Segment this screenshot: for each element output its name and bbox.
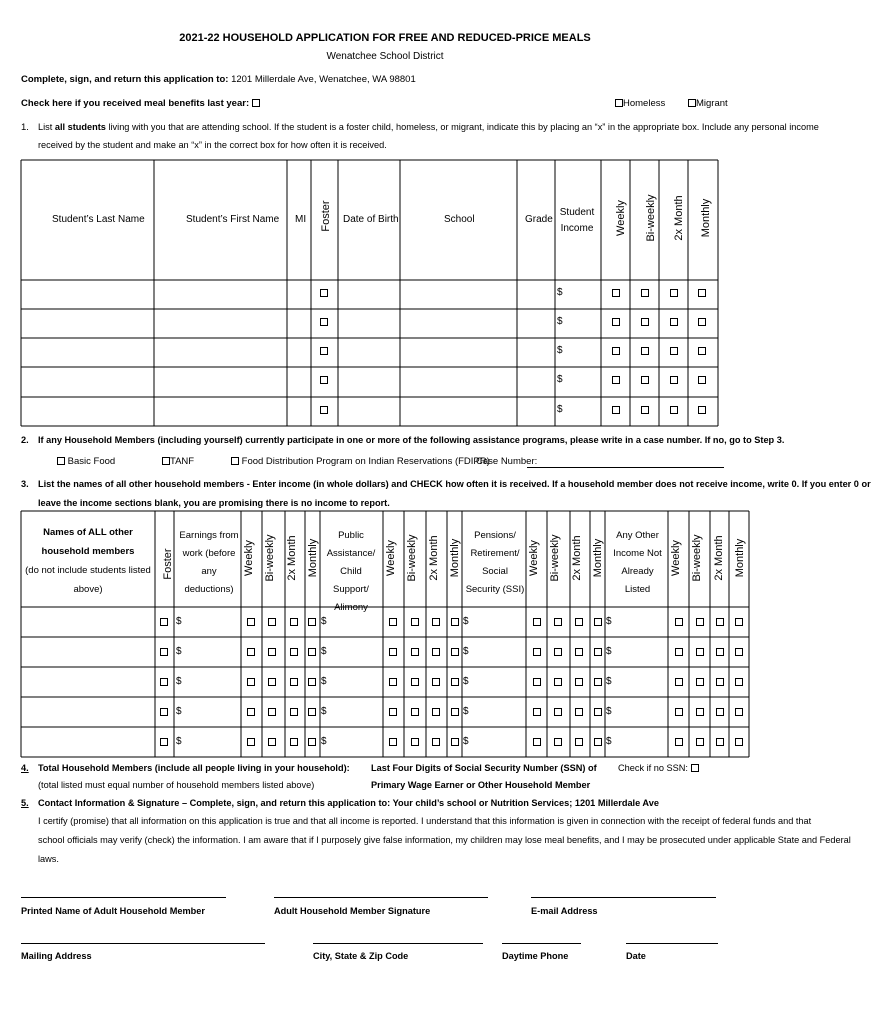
step5-num: 5.: [21, 798, 29, 808]
monthly-checkbox[interactable]: [594, 648, 602, 656]
biweekly-checkbox[interactable]: [696, 738, 704, 746]
income-currency: $: [606, 616, 612, 627]
twice-month-checkbox[interactable]: [716, 678, 724, 686]
monthly-checkbox[interactable]: [594, 738, 602, 746]
monthly-checkbox[interactable]: [308, 648, 316, 656]
income-currency: $: [557, 345, 563, 356]
weekly-checkbox[interactable]: [612, 289, 620, 297]
biweekly-checkbox[interactable]: [554, 648, 562, 656]
twice-month-checkbox[interactable]: [432, 618, 440, 626]
member-foster-checkbox[interactable]: [160, 618, 168, 626]
col-member-foster: Foster: [162, 548, 174, 580]
biweekly-checkbox[interactable]: [641, 406, 649, 414]
col-monthly: Monthly: [449, 538, 461, 578]
monthly-checkbox[interactable]: [594, 618, 602, 626]
twice-month-checkbox[interactable]: [575, 618, 583, 626]
twice-month-checkbox[interactable]: [290, 618, 298, 626]
biweekly-checkbox[interactable]: [641, 347, 649, 355]
date-label: Date: [626, 951, 646, 961]
weekly-checkbox[interactable]: [612, 376, 620, 384]
monthly-checkbox[interactable]: [308, 618, 316, 626]
income-currency: $: [606, 646, 612, 657]
daytime-phone-field[interactable]: [502, 943, 581, 944]
case-number-field[interactable]: [527, 467, 724, 468]
email-field[interactable]: [531, 897, 716, 898]
twice-month-checkbox[interactable]: [290, 648, 298, 656]
no-ssn-option[interactable]: Check if no SSN:: [618, 763, 699, 773]
email-label: E-mail Address: [531, 906, 598, 916]
fdipr-checkbox[interactable]: [231, 457, 239, 465]
case-number-label: Case Number:: [476, 456, 538, 467]
twice-month-checkbox[interactable]: [575, 678, 583, 686]
weekly-checkbox[interactable]: [533, 738, 541, 746]
twice-month-checkbox[interactable]: [716, 708, 724, 716]
col-public-assistance: Public Assistance/ Child Support/ Alimony: [326, 530, 376, 613]
twice-month-checkbox[interactable]: [575, 708, 583, 716]
city-state-zip-field[interactable]: [313, 943, 483, 944]
biweekly-checkbox[interactable]: [554, 618, 562, 626]
income-currency: $: [463, 706, 469, 717]
monthly-checkbox[interactable]: [698, 376, 706, 384]
weekly-checkbox[interactable]: [389, 738, 397, 746]
twice-month-checkbox[interactable]: [575, 738, 583, 746]
twice-month-checkbox[interactable]: [716, 648, 724, 656]
twice-month-checkbox[interactable]: [670, 347, 678, 355]
step3-instructions: List the names of all other household members - Enter income (in whole dollars) and CHECK how often it is received. If a household member does not receive income, write 0. If you enter 0 or: [38, 479, 871, 489]
signature-label: Adult Household Member Signature: [274, 906, 431, 916]
income-currency: $: [463, 676, 469, 687]
twice-month-checkbox[interactable]: [290, 738, 298, 746]
weekly-checkbox[interactable]: [533, 708, 541, 716]
monthly-checkbox[interactable]: [698, 289, 706, 297]
ssn-label: Last Four Digits of Social Security Number (SSN) of: [371, 763, 597, 773]
monthly-checkbox[interactable]: [308, 738, 316, 746]
col-student-last-name: Student’s Last Name: [52, 214, 145, 225]
monthly-checkbox[interactable]: [735, 618, 743, 626]
col-date-of-birth: Date of Birth: [343, 214, 399, 225]
col-biweekly: Bi-weekly: [691, 534, 703, 582]
monthly-checkbox[interactable]: [735, 738, 743, 746]
printed-name-field[interactable]: [21, 897, 226, 898]
biweekly-checkbox[interactable]: [268, 678, 276, 686]
weekly-checkbox[interactable]: [675, 678, 683, 686]
monthly-checkbox[interactable]: [594, 708, 602, 716]
step5-heading: Contact Information & Signature – Complete, sign, and return this application to: Your child’s school or Nutrition Services; 1201 Millerdale Ave: [38, 798, 659, 808]
col-weekly: Weekly: [385, 540, 397, 576]
step3-instructions-2: leave the income sections blank, you are promising there is no income to report.: [38, 498, 390, 508]
biweekly-checkbox[interactable]: [268, 618, 276, 626]
foster-checkbox[interactable]: [320, 318, 328, 326]
mailing-address-field[interactable]: [21, 943, 265, 944]
col-grade: Grade: [525, 214, 553, 225]
col-weekly: Weekly: [670, 540, 682, 576]
twice-month-checkbox[interactable]: [670, 318, 678, 326]
weekly-checkbox[interactable]: [533, 618, 541, 626]
col-twice-month: 2x Month: [286, 535, 298, 581]
income-currency: $: [557, 287, 563, 298]
monthly-checkbox[interactable]: [451, 708, 459, 716]
col-biweekly: Bi-weekly: [645, 194, 657, 242]
weekly-checkbox[interactable]: [247, 738, 255, 746]
col-monthly: Monthly: [592, 538, 604, 578]
col-weekly: Weekly: [528, 540, 540, 576]
col-school: School: [444, 214, 475, 225]
certify-text-2: school officials may verify (check) the information. I am aware that if I purposely give false information, my children may lose meal benefits, and I may be prosecuted under applicable State and Federal: [38, 835, 851, 845]
monthly-checkbox[interactable]: [735, 648, 743, 656]
income-currency: $: [463, 736, 469, 747]
biweekly-checkbox[interactable]: [411, 678, 419, 686]
return-instruction: Complete, sign, and return this application to: 1201 Millerdale Ave, Wenatchee, WA 98801: [21, 74, 416, 85]
weekly-checkbox[interactable]: [675, 618, 683, 626]
member-foster-checkbox[interactable]: [160, 678, 168, 686]
mailing-address-label: Mailing Address: [21, 951, 92, 961]
twice-month-checkbox[interactable]: [670, 376, 678, 384]
monthly-checkbox[interactable]: [451, 678, 459, 686]
col-biweekly: Bi-weekly: [264, 534, 276, 582]
biweekly-checkbox[interactable]: [554, 738, 562, 746]
twice-month-checkbox[interactable]: [670, 406, 678, 414]
weekly-checkbox[interactable]: [389, 678, 397, 686]
step2-instructions: If any Household Members (including yourself) currently participate in one or more of the following assistance programs, please write in a case number. If no, go to Step 3.: [38, 435, 785, 445]
member-foster-checkbox[interactable]: [160, 648, 168, 656]
twice-month-checkbox[interactable]: [432, 738, 440, 746]
col-twice-month: 2x Month: [673, 195, 685, 241]
weekly-checkbox[interactable]: [675, 648, 683, 656]
col-student-first-name: Student’s First Name: [186, 214, 280, 225]
last-year-line: Check here if you received meal benefits last year:: [21, 98, 260, 109]
biweekly-checkbox[interactable]: [411, 648, 419, 656]
migrant-option[interactable]: Migrant: [688, 98, 728, 109]
twice-month-checkbox[interactable]: [290, 708, 298, 716]
printed-name-label: Printed Name of Adult Household Member: [21, 906, 205, 916]
monthly-checkbox[interactable]: [451, 618, 459, 626]
monthly-checkbox[interactable]: [308, 708, 316, 716]
weekly-checkbox[interactable]: [533, 678, 541, 686]
step3-num: 3.: [21, 479, 29, 489]
monthly-checkbox[interactable]: [594, 678, 602, 686]
weekly-checkbox[interactable]: [675, 738, 683, 746]
biweekly-checkbox[interactable]: [696, 648, 704, 656]
income-currency: $: [557, 316, 563, 327]
monthly-checkbox[interactable]: [698, 347, 706, 355]
weekly-checkbox[interactable]: [389, 618, 397, 626]
weekly-checkbox[interactable]: [389, 648, 397, 656]
biweekly-checkbox[interactable]: [641, 289, 649, 297]
signature-field[interactable]: [274, 897, 488, 898]
biweekly-checkbox[interactable]: [641, 318, 649, 326]
col-mi: MI: [295, 214, 307, 225]
biweekly-checkbox[interactable]: [696, 708, 704, 716]
weekly-checkbox[interactable]: [612, 406, 620, 414]
foster-checkbox[interactable]: [320, 347, 328, 355]
income-currency: $: [463, 616, 469, 627]
col-twice-month: 2x Month: [428, 535, 440, 581]
weekly-checkbox[interactable]: [533, 648, 541, 656]
biweekly-checkbox[interactable]: [268, 738, 276, 746]
income-currency: $: [321, 616, 327, 627]
city-state-zip-label: City, State & Zip Code: [313, 951, 409, 961]
tanf-option[interactable]: TANF: [162, 456, 194, 467]
weekly-checkbox[interactable]: [247, 678, 255, 686]
member-foster-checkbox[interactable]: [160, 738, 168, 746]
weekly-checkbox[interactable]: [389, 708, 397, 716]
biweekly-checkbox[interactable]: [268, 708, 276, 716]
certify-text-3: laws.: [38, 854, 59, 864]
col-student-income: Student Income: [559, 207, 595, 234]
ssn-label-2: Primary Wage Earner or Other Household Member: [371, 780, 591, 790]
biweekly-checkbox[interactable]: [411, 708, 419, 716]
twice-month-checkbox[interactable]: [432, 648, 440, 656]
no-ssn-checkbox[interactable]: [691, 764, 699, 772]
income-currency: $: [606, 736, 612, 747]
col-biweekly: Bi-weekly: [549, 534, 561, 582]
income-currency: $: [176, 676, 182, 687]
weekly-checkbox[interactable]: [247, 618, 255, 626]
col-biweekly: Bi-weekly: [406, 534, 418, 582]
income-currency: $: [557, 374, 563, 385]
step1-instructions-2: received by the student and make an “x” in the correct box for how often it is received.: [38, 140, 387, 150]
col-monthly: Monthly: [734, 538, 746, 578]
col-twice-month: 2x Month: [571, 535, 583, 581]
income-currency: $: [176, 706, 182, 717]
col-weekly: Weekly: [243, 540, 255, 576]
twice-month-checkbox[interactable]: [716, 618, 724, 626]
col-pensions: Pensions/ Retirement/ Social Security (SSI): [465, 530, 525, 595]
income-currency: $: [606, 706, 612, 717]
basic-food-option[interactable]: Basic Food: [57, 456, 115, 467]
col-earnings: Earnings from work (before any deductions): [179, 530, 239, 595]
monthly-checkbox[interactable]: [735, 678, 743, 686]
basic-food-checkbox[interactable]: [57, 457, 65, 465]
biweekly-checkbox[interactable]: [696, 618, 704, 626]
monthly-checkbox[interactable]: [308, 678, 316, 686]
weekly-checkbox[interactable]: [247, 708, 255, 716]
income-currency: $: [321, 706, 327, 717]
weekly-checkbox[interactable]: [675, 708, 683, 716]
monthly-checkbox[interactable]: [698, 318, 706, 326]
step4-note: (total listed must equal number of household members listed above): [38, 780, 315, 790]
twice-month-checkbox[interactable]: [432, 678, 440, 686]
biweekly-checkbox[interactable]: [411, 738, 419, 746]
monthly-checkbox[interactable]: [451, 738, 459, 746]
income-currency: $: [176, 646, 182, 657]
step4-total-members: Total Household Members (include all people living in your household):: [38, 763, 350, 773]
income-currency: $: [321, 676, 327, 687]
income-currency: $: [463, 646, 469, 657]
income-currency: $: [321, 646, 327, 657]
col-monthly: Monthly: [700, 198, 712, 238]
monthly-checkbox[interactable]: [451, 648, 459, 656]
biweekly-checkbox[interactable]: [268, 648, 276, 656]
col-monthly: Monthly: [307, 538, 319, 578]
income-currency: $: [557, 404, 563, 415]
step2-num: 2.: [21, 435, 29, 445]
fdipr-option[interactable]: Food Distribution Program on Indian Reservations (FDIPR): [231, 456, 490, 467]
step4-num: 4.: [21, 763, 29, 773]
step1-instructions: List all students living with you that are attending school. If the student is a foster child, homeless, or migrant, indicate this by placing an “x” in the appropriate box. Include any personal income: [38, 122, 819, 132]
twice-month-checkbox[interactable]: [575, 648, 583, 656]
biweekly-checkbox[interactable]: [411, 618, 419, 626]
biweekly-checkbox[interactable]: [696, 678, 704, 686]
biweekly-checkbox[interactable]: [554, 708, 562, 716]
income-currency: $: [176, 736, 182, 747]
step1-num: 1.: [21, 122, 29, 133]
tanf-checkbox[interactable]: [162, 457, 170, 465]
twice-month-checkbox[interactable]: [432, 708, 440, 716]
weekly-checkbox[interactable]: [612, 318, 620, 326]
income-currency: $: [321, 736, 327, 747]
monthly-checkbox[interactable]: [698, 406, 706, 414]
daytime-phone-label: Daytime Phone: [502, 951, 569, 961]
twice-month-checkbox[interactable]: [670, 289, 678, 297]
weekly-checkbox[interactable]: [247, 648, 255, 656]
homeless-option[interactable]: Homeless: [615, 98, 665, 109]
foster-checkbox[interactable]: [320, 289, 328, 297]
monthly-checkbox[interactable]: [735, 708, 743, 716]
foster-checkbox[interactable]: [320, 406, 328, 414]
income-currency: $: [606, 676, 612, 687]
weekly-checkbox[interactable]: [612, 347, 620, 355]
biweekly-checkbox[interactable]: [641, 376, 649, 384]
income-currency: $: [176, 616, 182, 627]
col-twice-month: 2x Month: [713, 535, 725, 581]
twice-month-checkbox[interactable]: [290, 678, 298, 686]
member-foster-checkbox[interactable]: [160, 708, 168, 716]
biweekly-checkbox[interactable]: [554, 678, 562, 686]
col-weekly: Weekly: [615, 200, 627, 236]
page-title: 2021-22 HOUSEHOLD APPLICATION FOR FREE AND REDUCED-PRICE MEALS: [179, 32, 591, 44]
certify-text-1: I certify (promise) that all information on this application is true and that all income is reported. I understand that this information is given in connection with the receipt of federal funds and that: [38, 816, 812, 826]
col-foster: Foster: [320, 200, 332, 232]
col-household-members: Names of ALL other household members (do not include students listed above): [25, 527, 151, 595]
date-field[interactable]: [626, 943, 718, 944]
district-name: Wenatchee School District: [326, 51, 444, 62]
col-other-income: Any Other Income Not Already Listed: [613, 530, 662, 595]
foster-checkbox[interactable]: [320, 376, 328, 384]
twice-month-checkbox[interactable]: [716, 738, 724, 746]
